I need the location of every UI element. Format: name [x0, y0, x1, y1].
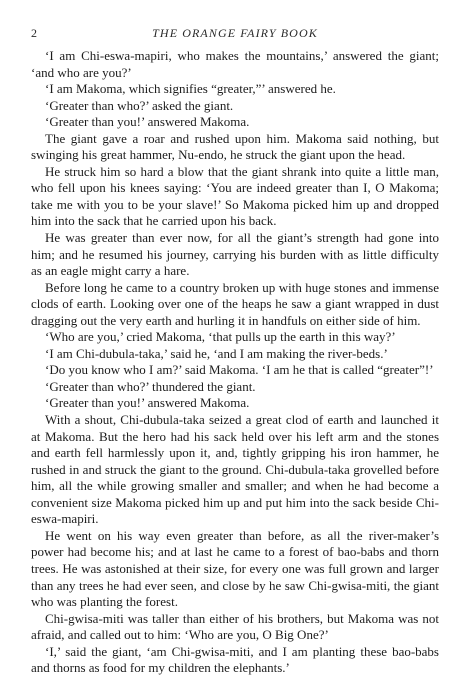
paragraph: ‘I am Chi-eswa-mapiri, who makes the mountains,’ answered the giant; ‘and who are you?’ [31, 48, 439, 80]
paragraph: The giant gave a roar and rushed upon him. Makoma said nothing, but swinging his great hammer, Nu-endo, he struck the giant upon the head. [31, 130, 439, 163]
paragraph: ‘Who are you,’ cried Makoma, ‘that pulls up the earth in this way?’ [45, 329, 396, 345]
paragraph: ‘I am Makoma, which signifies “greater,”’ answered he. [45, 81, 336, 97]
paragraph: He was greater than ever now, for all the giant’s strength had gone into him; and he resumed his journey, carrying his burden with as little difficulty as an eagle might carry a hare. [31, 230, 439, 279]
page-number: 2 [31, 26, 37, 40]
page-header [31, 26, 439, 42]
paragraph: He struck him so hard a blow that the giant shrank into quite a little man, who fell upon his knees saying: ‘You are indeed greater than I, O Makoma; take me with you to be your slave!’ So Makoma picked him up and dropped him into the sack that he carried upon his back. [31, 163, 439, 229]
paragraph: ‘Greater than who?’ thundered the giant. [45, 378, 256, 394]
paragraph: ‘I am Chi-dubula-taka,’ said he, ‘and I am making the river-beds.’ [45, 345, 388, 361]
body-text [31, 48, 439, 677]
paragraph: ‘Greater than you!’ answered Makoma. [45, 114, 250, 130]
book-page [31, 26, 439, 677]
paragraph: Chi-gwisa-miti was taller than either of his brothers, but Makoma was not afraid, and called out to him: ‘Who are you, O Big One?’ [31, 610, 439, 643]
paragraph: He went on his way even greater than before, as all the river-maker’s power had become his; and at last he came to a forest of bao-babs and thorn trees. He was astonished at their size, for every one was full grown and larger than any trees he had ever seen, and close by he saw Chi-gwisa-miti, the giant who was planting the forest. [31, 527, 439, 610]
paragraph: ‘Greater than you!’ answered Makoma. [45, 395, 250, 411]
paragraph: With a shout, Chi-dubula-taka seized a great clod of earth and launched it at Makoma. But the hero had his sack held over his left arm and the stones and earth fell harmlessly upon it, and, tightly gripping his iron hammer, he rushed in and struck the giant to the ground. Chi-dubula-taka grovelled before him, all the while growing smaller and smaller; and when he had become a convenient size Makoma picked him up and put him into the sack beside Chi-eswa-mapiri. [31, 412, 439, 527]
paragraph: ‘I,’ said the giant, ‘am Chi-gwisa-miti, and I am planting these bao-babs and thorns as food for my children the elephants.’ [31, 643, 439, 676]
paragraph: Before long he came to a country broken up with huge stones and immense clods of earth. Looking over one of the heaps he saw a giant wrapped in dust dragging out the very earth and hurling it in handfuls on either side of him. [31, 279, 439, 328]
paragraph: ‘Greater than who?’ asked the giant. [45, 97, 234, 113]
paragraph: ‘Do you know who I am?’ said Makoma. ‘I am he that is called “greater”!’ [45, 362, 434, 378]
running-head: THE ORANGE FAIRY BOOK [152, 26, 318, 40]
